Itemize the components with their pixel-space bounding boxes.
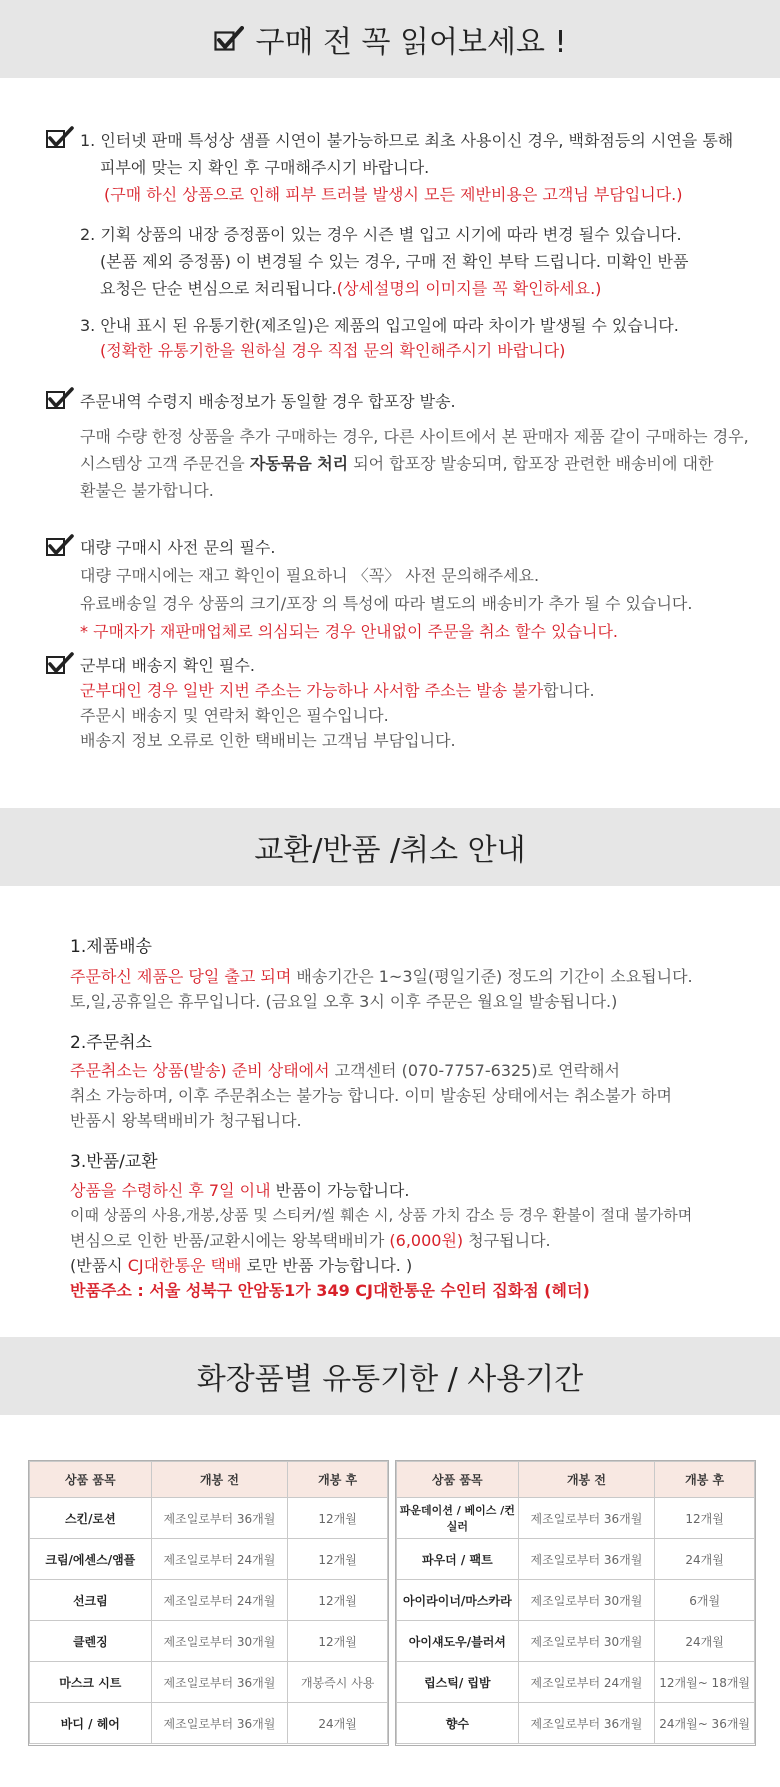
notice-text: 3. 안내 표시 된 유통기한(제조일)은 제품의 입고일에 따라 차이가 발생될 수 있습니다.: [80, 316, 679, 335]
before-opening-cell: 제조일로부터 36개월: [518, 1498, 655, 1539]
table-row: [397, 1703, 755, 1744]
expiry-table-right: [395, 1460, 756, 1746]
notice-text: 토,일,공휴일은 휴무입니다. (금요일 오후 3시 이후 주문은 월요일 발송됩니다.): [70, 992, 618, 1011]
table-row: [30, 1621, 388, 1662]
checkbox-check-icon: [214, 26, 244, 52]
notice-item-3: [80, 313, 679, 363]
notice-section: [0, 78, 780, 808]
checkbox-check-icon: [46, 534, 74, 558]
expiry-table: [396, 1461, 755, 1744]
cancel-info: [70, 1031, 672, 1133]
product-category-cell: 크림/에센스/앰플: [30, 1539, 152, 1580]
expiry-header: [0, 1337, 780, 1415]
product-category-cell: 파우더 / 팩트: [397, 1539, 519, 1580]
expiry-header-title: 화장품별 유통기한 / 사용기간: [196, 1362, 584, 1397]
after-opening-cell: 6개월: [655, 1580, 755, 1621]
notice-header-title: [214, 17, 567, 61]
notice-warning: CJ대한통운 택배: [127, 1256, 242, 1275]
table-row: [30, 1703, 388, 1744]
notice-text: 배송기간은 1~3일(평일기준) 정도의 기간이 소요됩니다.: [291, 967, 693, 986]
notice-text: 청구됩니다.: [463, 1231, 551, 1250]
notice-text: 이때 상품의 사용,개봉,상품 및 스티커/씰 훼손 시, 상품 가치 감소 등 경우 환불이 절대 불가하며: [70, 1206, 693, 1224]
notice-text: 2. 기획 상품의 내장 증정품이 있는 경우 시즌 별 입고 시기에 따라 변경 될수 있습니다.: [80, 225, 682, 244]
exchange-section: [0, 886, 780, 1337]
product-category-cell: 립스틱/ 립밤: [397, 1662, 519, 1703]
notice-text: 구매 수량 한정 상품을 추가 구매하는 경우, 다른 사이트에서 본 판매자 제품 같이 구매하는 경우,: [80, 427, 749, 446]
after-opening-cell: 12개월: [288, 1580, 388, 1621]
notice-text: 대량 구매시에는 재고 확인이 필요하니 〈꼭〉 사전 문의해주세요.: [80, 566, 540, 585]
notice-heading: 대량 구매시 사전 문의 필수.: [80, 538, 276, 557]
before-opening-cell: 제조일로부터 30개월: [518, 1580, 655, 1621]
notice-warning: (6,000원): [389, 1231, 464, 1250]
expiry-table: [29, 1461, 388, 1744]
table-row: [397, 1621, 755, 1662]
after-opening-cell: 12개월~ 18개월: [655, 1662, 755, 1703]
after-opening-cell: 24개월: [288, 1703, 388, 1744]
notice-heading: 주문내역 수령지 배송정보가 동일할 경우 합포장 발송.: [80, 392, 456, 411]
notice-text: 취소 가능하며, 이후 주문취소는 불가능 합니다. 이미 발송된 상태에서는 취소불가 하며: [70, 1086, 672, 1105]
notice-warning: (정확한 유통기한을 원하실 경우 직접 문의 확인해주시기 바랍니다): [100, 341, 566, 360]
notice-text: 1. 인터넷 판매 특성상 샘플 시연이 불가능하므로 최초 사용이신 경우, 백화점등의 시연을 통해: [80, 131, 734, 150]
table-row: [30, 1498, 388, 1539]
product-category-cell: 마스크 시트: [30, 1662, 152, 1703]
table-row: [30, 1662, 388, 1703]
checkbox-check-icon: [46, 126, 74, 150]
table-row: [30, 1580, 388, 1621]
notice-text: 로만 반품 가능합니다. ): [241, 1256, 413, 1275]
column-header: 개봉 전: [151, 1462, 288, 1498]
after-opening-cell: 12개월: [655, 1498, 755, 1539]
before-opening-cell: 제조일로부터 30개월: [518, 1621, 655, 1662]
notice-text: 반품시 왕복택배비가 청구됩니다.: [70, 1111, 302, 1130]
product-category-cell: 스킨/로션: [30, 1498, 152, 1539]
column-header: 상품 품목: [397, 1462, 519, 1498]
military-address-notice: [80, 653, 595, 753]
checkbox-check-icon: [46, 652, 74, 676]
table-row: [397, 1498, 755, 1539]
before-opening-cell: 제조일로부터 30개월: [151, 1621, 288, 1662]
notice-warning: 상품을 수령하신 후 7일 이내: [70, 1181, 271, 1200]
notice-text: 환불은 불가합니다.: [80, 481, 214, 500]
notice-text: 변심으로 인한 반품/교환시에는 왕복택배비가: [70, 1231, 390, 1250]
before-opening-cell: 제조일로부터 36개월: [518, 1703, 655, 1744]
delivery-info: [70, 935, 693, 1014]
checkbox-check-icon: [46, 387, 74, 411]
product-category-cell: 선크림: [30, 1580, 152, 1621]
product-category-cell: 바디 / 헤어: [30, 1703, 152, 1744]
after-opening-cell: 12개월: [288, 1621, 388, 1662]
notice-warning: 주문취소는 상품(발송) 준비 상태에서: [70, 1061, 330, 1080]
table-row: [30, 1539, 388, 1580]
product-category-cell: 향수: [397, 1703, 519, 1744]
notice-text: 피부에 맞는 지 확인 후 구매해주시기 바랍니다.: [100, 158, 430, 177]
product-category-cell: 아이섀도우/블러셔: [397, 1621, 519, 1662]
section-heading: 1.제품배송: [70, 937, 152, 957]
after-opening-cell: 24개월~ 36개월: [655, 1703, 755, 1744]
notice-emphasis: 반품: [270, 1181, 307, 1200]
section-heading: 3.반품/교환: [70, 1152, 158, 1172]
after-opening-cell: 24개월: [655, 1539, 755, 1580]
combined-shipping-notice: [80, 389, 749, 503]
return-address: 반품주소 : 서울 성북구 안암동1가 349 CJ대한통운 수인터 집화점 (헤더): [70, 1281, 590, 1300]
before-opening-cell: 제조일로부터 36개월: [151, 1662, 288, 1703]
table-row: [397, 1580, 755, 1621]
column-header: 상품 품목: [30, 1462, 152, 1498]
before-opening-cell: 제조일로부터 36개월: [151, 1703, 288, 1744]
notice-warning: * 구매자가 재판매업체로 의심되는 경우 안내없이 주문을 취소 할수 있습니다.: [80, 622, 618, 641]
column-header: 개봉 후: [288, 1462, 388, 1498]
section-heading: 2.주문취소: [70, 1033, 152, 1053]
after-opening-cell: 12개월: [288, 1539, 388, 1580]
before-opening-cell: 제조일로부터 24개월: [518, 1662, 655, 1703]
notice-text: 되어 합포장 발송되며, 합포장 관련한 배송비에 대한: [348, 454, 714, 473]
after-opening-cell: 24개월: [655, 1621, 755, 1662]
table-row: [397, 1539, 755, 1580]
before-opening-cell: 제조일로부터 24개월: [151, 1539, 288, 1580]
notice-heading: 군부대 배송지 확인 필수.: [80, 656, 255, 675]
notice-text: 배송지 정보 오류로 인한 택배비는 고객님 부담입니다.: [80, 731, 456, 750]
notice-text: 고객센터 (070-7757-6325)로 연락해서: [329, 1061, 620, 1080]
expiry-table-left: [28, 1460, 389, 1746]
bulk-order-notice: [80, 535, 692, 644]
notice-text: 시스템상 고객 주문건을: [80, 454, 250, 473]
notice-item-2: [80, 222, 688, 301]
notice-warning: 주문하신 제품은 당일 출고 되며: [70, 967, 292, 986]
notice-text: 주문시 배송지 및 연락처 확인은 필수입니다.: [80, 706, 389, 725]
before-opening-cell: 제조일로부터 24개월: [151, 1580, 288, 1621]
notice-item-1: [80, 128, 733, 207]
notice-warning: 군부대인 경우 일반 지번 주소는 가능하나 사서함 주소는 발송 불가: [80, 681, 544, 700]
notice-warning: (상세설명의 이미지를 꼭 확인하세요.): [336, 279, 602, 298]
column-header: 개봉 전: [518, 1462, 655, 1498]
notice-text: 유료배송일 경우 상품의 크기/포장 의 특성에 따라 별도의 배송비가 추가 될 수 있습니다.: [80, 594, 693, 613]
table-row: [397, 1662, 755, 1703]
notice-title-text: 구매 전 꼭 읽어보세요 !: [255, 25, 567, 60]
notice-text: 요청은 단순 변심으로 처리됩니다.: [100, 279, 337, 298]
notice-text: 합니다.: [543, 681, 595, 700]
notice-text: (반품시: [70, 1256, 128, 1275]
notice-text: 이 가능합니다.: [306, 1181, 410, 1200]
notice-header: [0, 0, 780, 78]
notice-emphasis: 자동묶음 처리: [249, 454, 349, 473]
before-opening-cell: 제조일로부터 36개월: [518, 1539, 655, 1580]
notice-text: (본품 제외 증정품) 이 변경될 수 있는 경우, 구매 전 확인 부탁 드립니다. 미확인 반품: [100, 252, 689, 271]
product-category-cell: 클렌징: [30, 1621, 152, 1662]
before-opening-cell: 제조일로부터 36개월: [151, 1498, 288, 1539]
notice-warning: (구매 하신 상품으로 인해 피부 트러블 발생시 모든 제반비용은 고객님 부담입니다.): [104, 185, 683, 204]
after-opening-cell: 12개월: [288, 1498, 388, 1539]
after-opening-cell: 개봉즉시 사용: [288, 1662, 388, 1703]
exchange-header-title: 교환/반품 /취소 안내: [254, 833, 526, 868]
product-category-cell: 아이라이너/마스카라: [397, 1580, 519, 1621]
return-info: [70, 1150, 692, 1303]
product-category-cell: 파운데이션 / 베이스 /컨실러: [397, 1498, 519, 1539]
exchange-header: [0, 808, 780, 886]
column-header: 개봉 후: [655, 1462, 755, 1498]
